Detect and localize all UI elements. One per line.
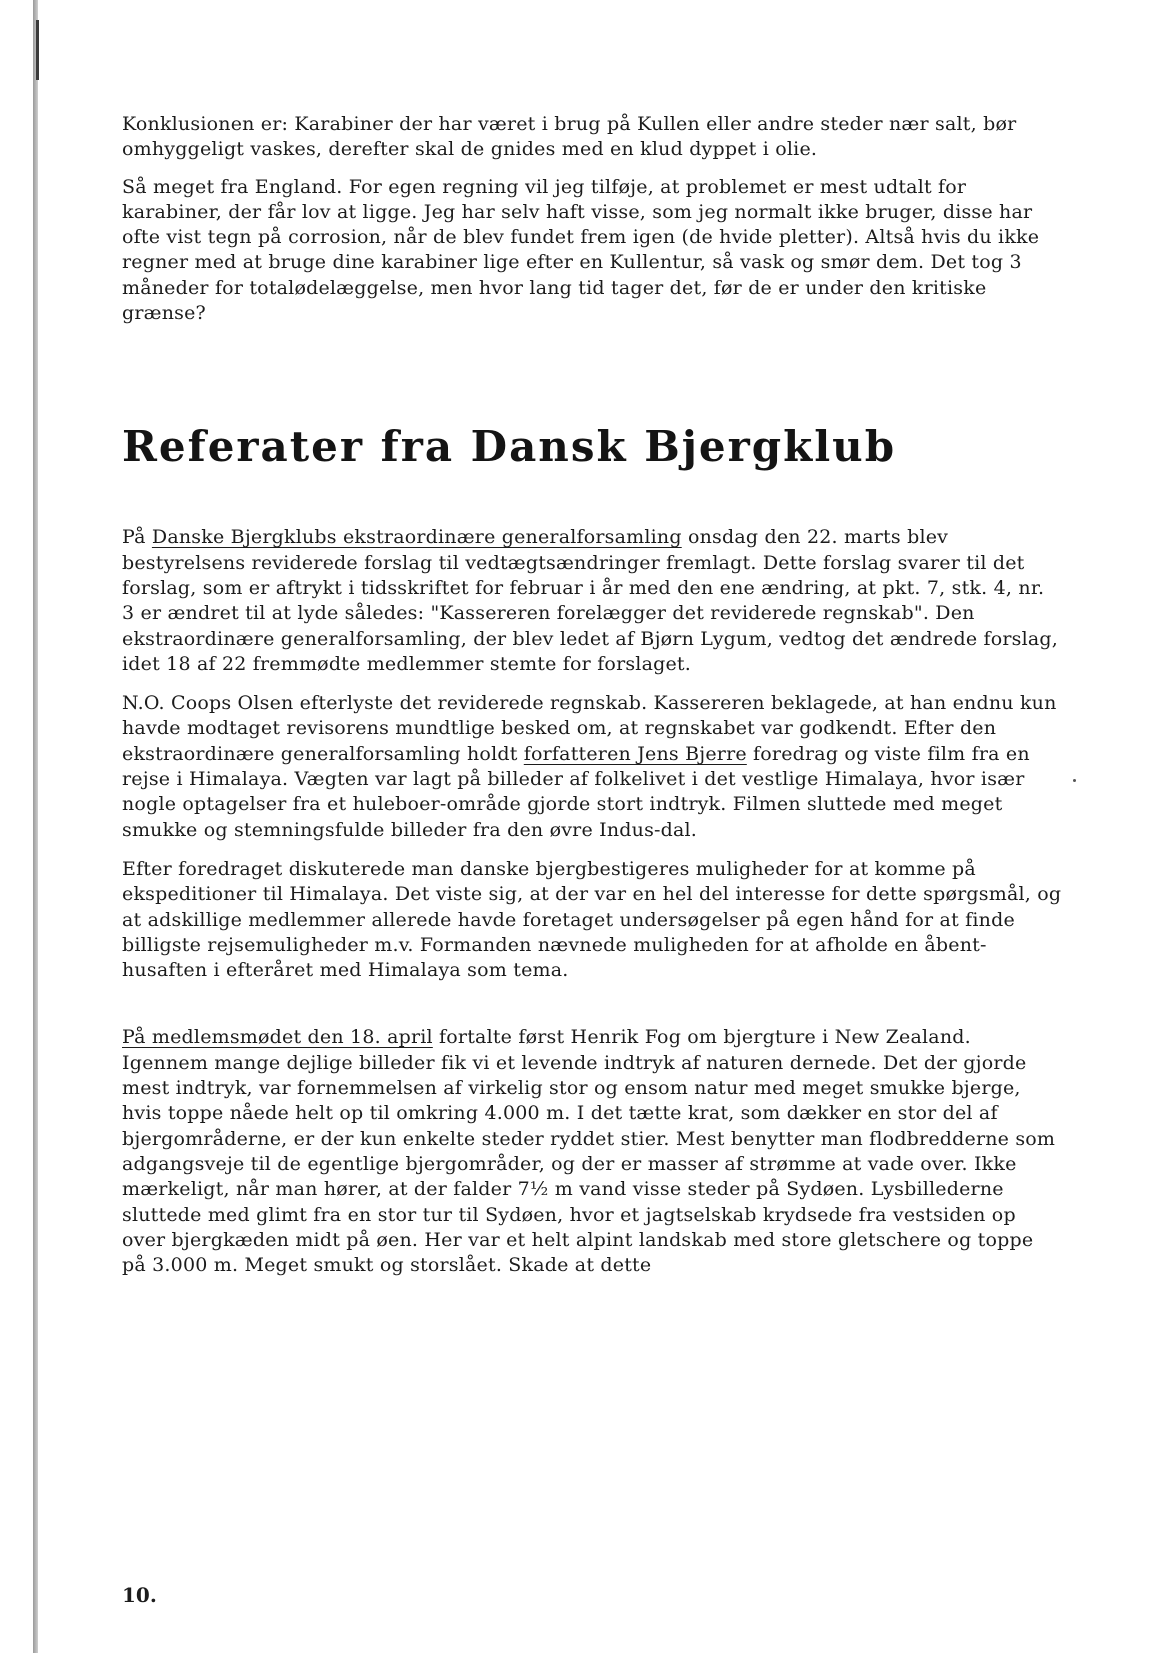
text-run: foredrag og viste film fra en rejse i Himalaya. Vægten var lagt på billeder af folkelivet i det vestlige Himalaya, hvor især nogle optagelser fra et huleboer-område gjorde stort indtryk. Filmen sluttede med meget smukke og stemningsfulde billeder fra den øvre Indus-dal. xyxy=(122,742,1030,841)
underlined-phrase: forfatteren Jens Bjerre xyxy=(523,742,747,765)
paragraph-himalaya-discussion: Efter foredraget diskuterede man danske bjergbestigeres muligheder for at komme på ekspeditioner til Himalaya. Det viste sig, at der var en hel del interesse for dette spørgsmål, og at adskillige medlemmer allerede havde foretaget undersøgelser på egen hånd for at finde billigste rejsemuligheder m.v. Formanden nævnede muligheden for at afholde en åbent-husaften i efteråret med Himalaya som tema. xyxy=(122,857,1062,982)
page-number: 10. xyxy=(122,1583,157,1607)
page-binding-edge xyxy=(33,0,38,1653)
paragraph-foredrag xyxy=(122,691,1062,843)
underlined-phrase: På medlemsmødet den 18. april xyxy=(122,1026,433,1049)
text-run: onsdag den 22. marts blev bestyrelsens reviderede forslag til vedtægtsændringer fremlagt. Dette forslag svarer til det forslag, som er aftrykt i tidsskriftet for februar i år med den ene ændring, at pkt. 7, stk. 4, nr. 3 er ændret til at lyde således: "Kassereren forelægger det reviderede regnskab". Den ekstraordinære generalforsamling, der blev ledet af Bjørn Lygum, vedtog det ændrede forslag, idet 18 af 22 fremmødte medlemmer stemte for forslaget. xyxy=(122,526,1059,675)
text-run: N.O. Coops Olsen efterlyste det reviderede regnskab. Kassereren beklagede, at han endnu kun havde modtaget revisorens mundtlige besked om, at regnskabet var godkendt. Efter den ekstraordinære generalforsamling holdt xyxy=(122,692,1057,765)
paragraph-medlemsmoede xyxy=(122,1025,1062,1278)
page-content xyxy=(122,112,1062,1292)
intro-paragraph-1: Konklusionen er: Karabiner der har været i brug på Kullen eller andre steder nær salt, bør omhyggeligt vaskes, derefter skal de gnides med en klud dyppet i olie. xyxy=(122,113,1017,161)
underlined-phrase: Danske Bjergklubs ekstraordinære generalforsamling xyxy=(151,526,682,549)
text-run: På xyxy=(122,526,152,549)
stray-mark xyxy=(1073,779,1076,782)
binding-shadow xyxy=(36,20,39,80)
section-heading: Referater fra Dansk Bjergklub xyxy=(122,422,897,472)
intro-paragraph-2: Så meget fra England. For egen regning vil jeg tilføje, at problemet er mest udtalt for karabiner, der får lov at ligge. Jeg har selv haft visse, som jeg normalt ikke bruger, disse har ofte vist tegn på corrosion, når de blev fundet frem igen (de hvide pletter). Altså hvis du ikke regner med at bruge dine karabiner lige efter en Kullentur, så vask og smør dem. Det tog 3 måneder for totalødelæggelse, men hvor lang tid tager det, før de er under den kritiske grænse? xyxy=(122,175,1040,325)
paragraph-generalforsamling xyxy=(122,525,1062,677)
text-run: fortalte først Henrik Fog om bjergture i New Zealand. Igennem mange dejlige billeder fik vi et levende indtryk af naturen dernede. Det der gjorde mest indtryk, var fornemmelsen af virkelig stor og ensom natur med meget smukke bjerge, hvis toppe nåede helt op til omkring 4.000 m. I det tætte krat, som dækker en stor del af bjergområderne, er der kun enkelte steder ryddet stier. Mest benytter man flodbredderne som adgangsveje til de egentlige bjergområder, og der er masser af strømme at vade over. Ikke mærkeligt, når man hører, at der falder 7½ m vand visse steder på Sydøen. Lysbillederne sluttede med glimt fra en stor tur til Sydøen, hvor et jagtselskab krydsede fra vestsiden op over bjergkæden midt på øen. Her var et helt alpint landskab med store gletschere og toppe på 3.000 m. Meget smukt og storslået. Skade at dette xyxy=(122,1026,1056,1277)
